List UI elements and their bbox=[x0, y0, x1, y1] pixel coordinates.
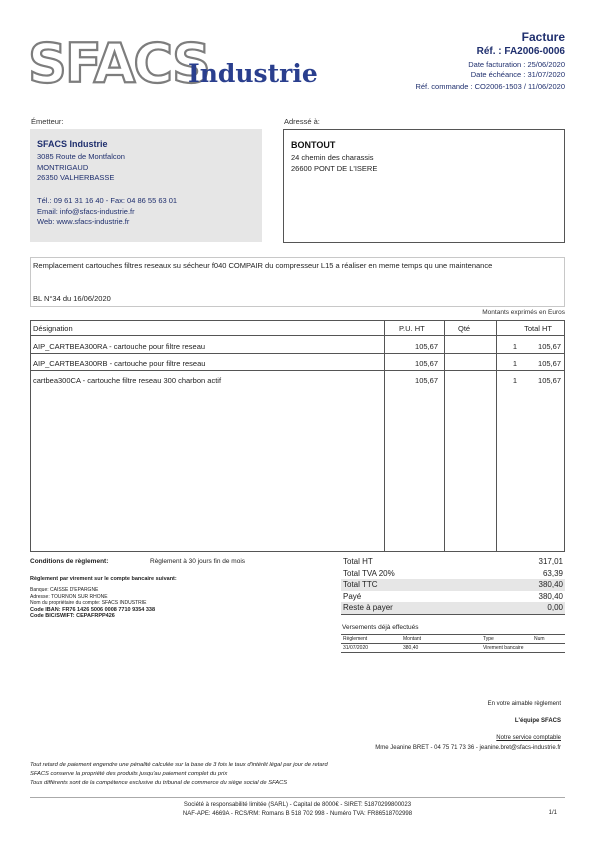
page-number: 1/1 bbox=[548, 810, 557, 816]
total-tva-row bbox=[341, 568, 565, 580]
total-ttc-row bbox=[341, 579, 565, 591]
payments-title: Versements déjà effectués bbox=[342, 624, 419, 631]
account-owner: Nom du propriétaire du compte: SFACS INDUSTRIE bbox=[30, 600, 147, 606]
invoice-header bbox=[415, 30, 565, 92]
legal-line: Tous différents sont de la compétence exclusive du tribunal de commerce du siège social de SFACS bbox=[30, 780, 288, 786]
remaining-row bbox=[341, 602, 565, 615]
emitter-box bbox=[30, 129, 262, 242]
recipient-name: BONTOUT bbox=[291, 140, 336, 150]
emitter-address bbox=[37, 152, 125, 184]
payment-date: 31/07/2020 bbox=[343, 645, 369, 651]
recipient-box bbox=[283, 129, 565, 243]
recipient-label: Adressé à: bbox=[284, 117, 320, 126]
row-unit-price: 105,67 bbox=[415, 359, 438, 368]
payment-row bbox=[341, 644, 565, 653]
bank-details bbox=[30, 587, 155, 620]
salutation: En votre aimable règlement bbox=[487, 701, 561, 707]
emitter-email[interactable]: Email: info@sfacs-industrie.fr bbox=[37, 206, 135, 216]
team-signature: L'équipe SFACS bbox=[514, 718, 561, 724]
iban: Code IBAN: FR76 1426 5006 0008 7710 9354 338 bbox=[30, 606, 156, 613]
payment-terms-label: Conditions de règlement: bbox=[30, 558, 109, 565]
header-designation: Désignation bbox=[33, 324, 73, 333]
payments-table bbox=[341, 634, 565, 653]
table-row bbox=[31, 355, 564, 371]
payments-header-num: Num bbox=[534, 636, 545, 642]
payments-header-montant: Montant bbox=[403, 636, 422, 642]
delivery-note: BL N°34 du 16/06/2020 bbox=[33, 294, 111, 303]
header-divider bbox=[31, 335, 564, 336]
total-value: 0,00 bbox=[547, 603, 563, 612]
emitter-name: SFACS Industrie bbox=[37, 139, 108, 149]
bank-address: Adresse: TOURNON SUR RHONE bbox=[30, 593, 108, 600]
due-date: Date échéance : 31/07/2020 bbox=[470, 70, 565, 79]
payments-header-reglement: Règlement bbox=[343, 636, 368, 642]
company-logo bbox=[28, 30, 318, 92]
payments-header bbox=[341, 634, 565, 644]
total-label: Total TTC bbox=[343, 580, 378, 589]
total-value: 380,40 bbox=[538, 580, 563, 589]
row-designation: cartbea300CA - cartouche filtre reseau 300 charbon actif bbox=[33, 376, 222, 385]
row-total: 105,67 bbox=[538, 342, 561, 351]
emitter-web[interactable]: Web: www.sfacs-industrie.fr bbox=[37, 217, 130, 226]
recipient-address bbox=[291, 153, 377, 174]
header-unit-price: P.U. HT bbox=[399, 324, 425, 333]
row-total: 105,67 bbox=[538, 359, 561, 368]
payment-amount: 380,40 bbox=[403, 645, 419, 651]
legal-line: SFACS conserve la propriété des produits jusqu'au paiement complet du prix bbox=[30, 771, 228, 777]
total-ht-row bbox=[341, 556, 565, 568]
payment-type: Virement bancaire bbox=[483, 645, 524, 651]
payment-terms-value: Règlement à 30 jours fin de mois bbox=[150, 558, 246, 565]
row-quantity: 1 bbox=[512, 342, 517, 351]
header-quantity: Qté bbox=[458, 324, 471, 333]
row-unit-price: 105,67 bbox=[415, 342, 438, 351]
total-label: Payé bbox=[343, 591, 362, 601]
emitter-contact bbox=[37, 196, 177, 228]
footer-line-2: NAF-APE: 4669A - RCS/RM: Romans B 518 702 998 - Numéro TVA: FR86518702998 bbox=[182, 811, 413, 817]
payments-header-type: Type bbox=[483, 636, 494, 642]
description-text: Remplacement cartouches filtres reseaux su sécheur f040 COMPAIR du compresseur L15 a réaliser en meme temps qu une maintenance bbox=[33, 261, 493, 270]
legal-line: Tout retard de paiement engendre une pénalité calculée sur la base de 3 fois le taux d'intérêt légal par jour de retard bbox=[30, 762, 328, 768]
emitter-label: Émetteur: bbox=[31, 117, 64, 126]
bank-transfer-title: Règlement par virement sur le compte bancaire suivant: bbox=[30, 576, 177, 582]
row-designation: AIP_CARTBEA300RA - cartouche pour filtre reseau bbox=[33, 342, 206, 351]
row-designation: AIP_CARTBEA300RB - cartouche pour filtre reseau bbox=[33, 359, 206, 368]
currency-note: Montants exprimés en Euros bbox=[482, 309, 565, 316]
billing-date: Date facturation : 25/06/2020 bbox=[468, 60, 565, 69]
logo-brand: SFACS bbox=[28, 32, 209, 92]
footer-line-1: Société à responsabilité limitée (SARL) - Capital de 8000€ - SIRET: 51870299800023 bbox=[183, 802, 412, 808]
recipient-address-line: 24 chemin des charassis bbox=[291, 153, 374, 162]
order-reference: Réf. commande : CO2006-1503 / 11/06/2020 bbox=[415, 82, 565, 91]
total-label: Total TVA 20% bbox=[343, 568, 395, 578]
bank-name: Banque: CAISSE D'EPARGNE bbox=[30, 587, 99, 593]
header-total: Total HT bbox=[524, 324, 552, 333]
total-value: 63,39 bbox=[542, 568, 563, 578]
accounting-service: Notre service comptable bbox=[496, 735, 561, 741]
company-footer bbox=[0, 801, 595, 819]
row-unit-price: 105,67 bbox=[415, 376, 438, 385]
invoice-reference: Réf. : FA2006-0006 bbox=[476, 46, 565, 57]
total-value: 317,01 bbox=[538, 557, 563, 566]
emitter-address-line: MONTRIGAUD bbox=[37, 162, 89, 172]
footer-divider bbox=[30, 797, 565, 798]
total-value: 380,40 bbox=[538, 591, 563, 601]
table-row bbox=[31, 338, 564, 354]
emitter-phone-fax: Tél.: 09 61 31 16 40 - Fax: 04 86 55 63 01 bbox=[37, 196, 178, 205]
totals-table bbox=[341, 556, 565, 615]
legal-notes bbox=[30, 761, 328, 788]
accounting-contact: Mme Jeanine BRET - 04 75 71 73 36 - jeanine.bret@sfacs-industrie.fr bbox=[375, 745, 561, 751]
logo-suffix: Industrie bbox=[188, 59, 318, 88]
bic-swift: Code BIC/SWIFT: CEPAFRPP426 bbox=[30, 613, 115, 619]
row-total: 105,67 bbox=[538, 376, 561, 385]
recipient-address-line: 26600 PONT DE L'ISERE bbox=[291, 163, 378, 173]
row-quantity: 1 bbox=[512, 359, 517, 368]
emitter-address-line: 3085 Route de Montfalcon bbox=[37, 152, 125, 161]
table-row bbox=[31, 372, 564, 387]
items-table bbox=[30, 320, 565, 552]
document-title: Facture bbox=[521, 30, 565, 44]
total-label: Reste à payer bbox=[343, 603, 393, 612]
total-label: Total HT bbox=[343, 557, 373, 566]
emitter-address-line: 26350 VALHERBASSE bbox=[37, 173, 115, 182]
row-quantity: 1 bbox=[512, 376, 517, 385]
description-box bbox=[30, 257, 565, 307]
paid-row bbox=[341, 591, 565, 603]
